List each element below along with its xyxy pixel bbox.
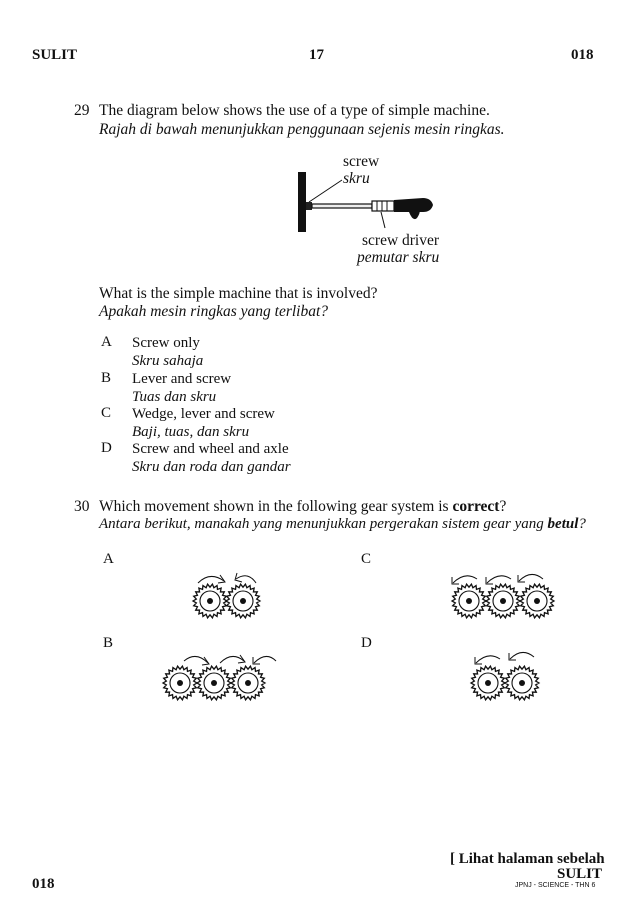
footer-turn-page: [ Lihat halaman sebelah [450, 851, 605, 867]
q29-option-c-ms: Baji, tuas, dan skru [132, 424, 250, 440]
q29-prompt-ms: Apakah mesin ringkas yang terlibat? [99, 303, 329, 320]
gear-icon [486, 584, 520, 618]
gear-diagram-d [452, 633, 562, 713]
q29-option-a-letter: A [101, 334, 112, 350]
q30-text-en: Which movement shown in the following gear system is correct? [99, 498, 507, 515]
gear-diagram-c [435, 553, 575, 633]
gear-icon [452, 584, 486, 618]
label-screw-en: screw [343, 153, 380, 170]
q29-option-a-ms: Skru sahaja [132, 353, 204, 369]
header-sulit: SULIT [32, 47, 78, 63]
label-driver-ms: pemutar skru [357, 249, 440, 266]
q29-option-c-en: Wedge, lever and screw [132, 406, 275, 422]
q30-number: 30 [74, 498, 90, 515]
gear-icon [505, 666, 539, 700]
screwdriver-diagram [285, 160, 465, 240]
page-number: 17 [309, 47, 324, 63]
q29-number: 29 [74, 102, 90, 119]
gear-icon [226, 584, 260, 618]
gear-icon [520, 584, 554, 618]
gear-diagram-a [168, 553, 278, 633]
gear-icon [231, 666, 265, 700]
q29-option-a-en: Screw only [132, 335, 200, 351]
q29-option-d-ms: Skru dan roda dan gandar [132, 459, 291, 475]
q29-option-b-en: Lever and screw [132, 371, 232, 387]
header-paper-code: 018 [571, 47, 594, 63]
footer-source: JPNJ - SCIENCE - THN 6 [515, 882, 596, 889]
q30-option-b-letter: B [103, 635, 114, 651]
gear-icon [197, 666, 231, 700]
q29-option-c-letter: C [101, 405, 112, 421]
gear-diagram-b [156, 633, 296, 713]
footer-sulit: SULIT [557, 866, 603, 882]
label-screw-ms: skru [343, 170, 370, 187]
q29-text-ms: Rajah di bawah menunjukkan penggunaan sejenis mesin ringkas. [99, 121, 505, 138]
footer-paper-code: 018 [32, 876, 55, 892]
q29-option-b-letter: B [101, 370, 112, 386]
q29-text-en: The diagram below shows the use of a type of simple machine. [99, 102, 490, 119]
q30-text-ms: Antara berikut, manakah yang menunjukkan pergerakan sistem gear yang betul? [99, 516, 586, 532]
q30-option-c-letter: C [361, 551, 372, 567]
gear-icon [163, 666, 197, 700]
q30-option-d-letter: D [361, 635, 372, 651]
q29-prompt-en: What is the simple machine that is involved? [99, 285, 378, 302]
q29-option-d-en: Screw and wheel and axle [132, 441, 289, 457]
q29-option-b-ms: Tuas dan skru [132, 389, 217, 405]
q30-option-a-letter: A [103, 551, 114, 567]
gear-icon [471, 666, 505, 700]
gear-icon [193, 584, 227, 618]
label-driver-en: screw driver [362, 232, 440, 249]
q29-option-d-letter: D [101, 440, 112, 456]
